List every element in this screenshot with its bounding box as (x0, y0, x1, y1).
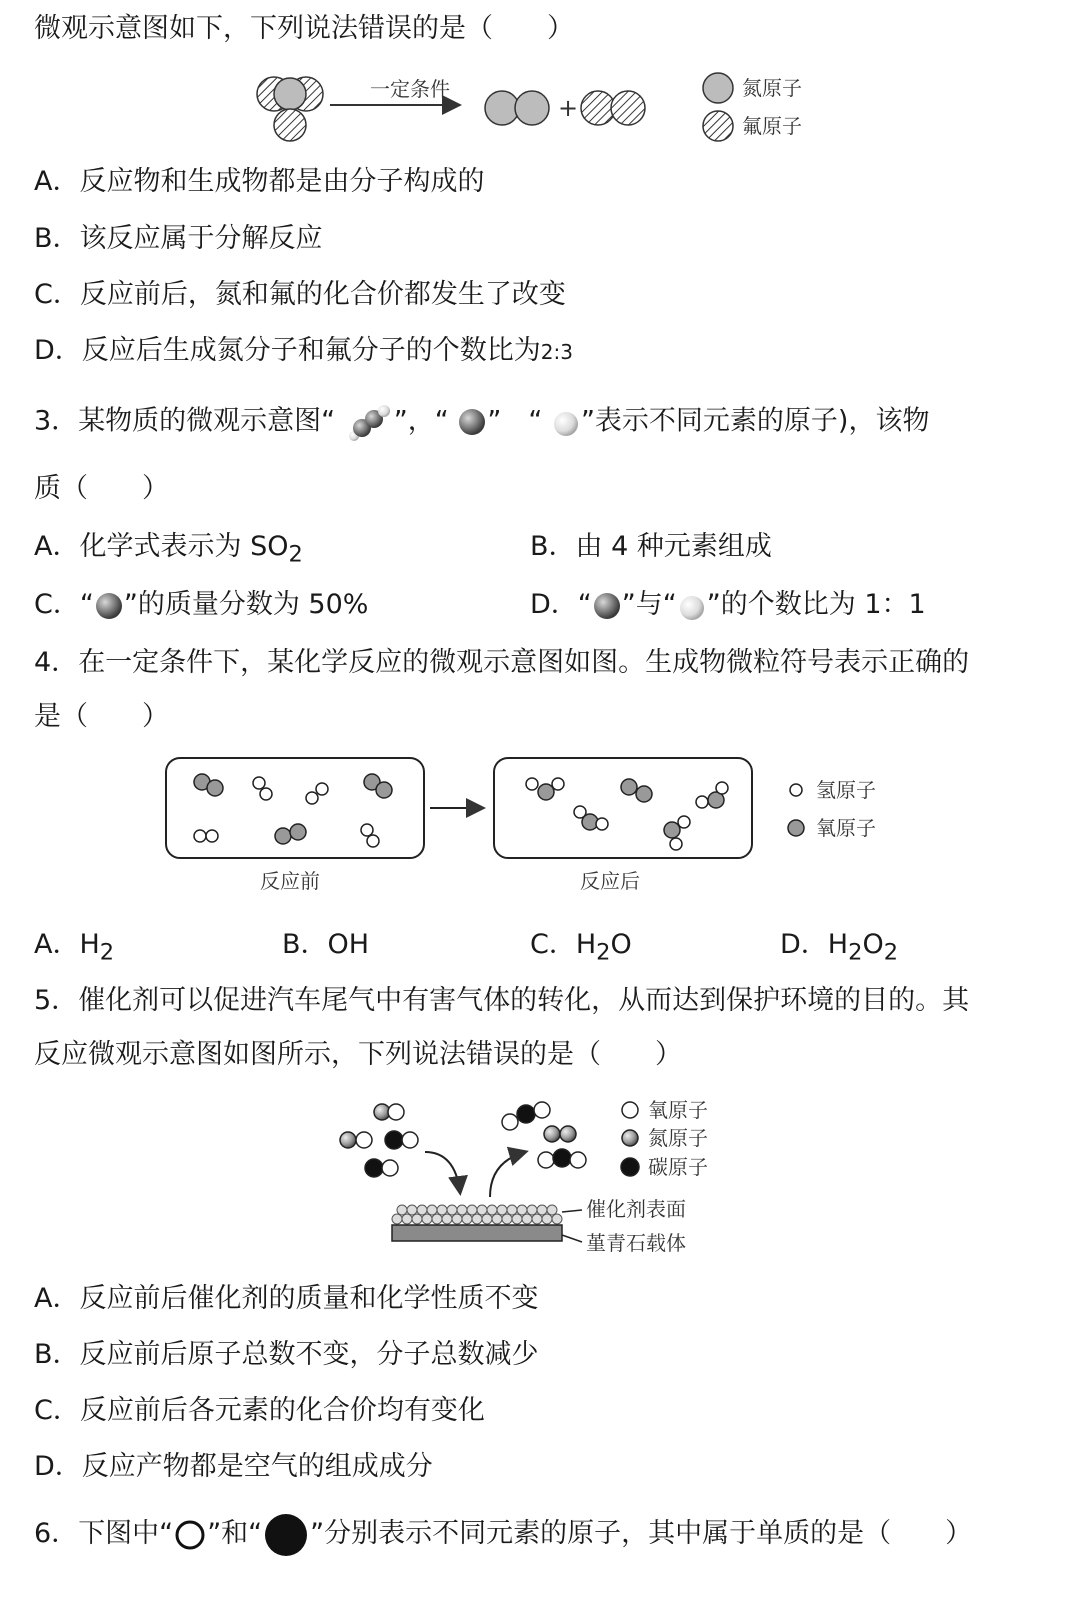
q4-option-d[interactable]: D．$H_2O_2$ (780, 929, 899, 966)
arrow-label: 一定条件 (370, 77, 450, 101)
support-block (392, 1225, 562, 1241)
surface-label: 催化剂表面 (586, 1197, 686, 1221)
catalyst-surface (392, 1205, 562, 1224)
product-n2 (485, 91, 549, 125)
q5-catalyst-figure (330, 1092, 750, 1262)
q5-option-b[interactable]: B．反应前后原子总数不变，分子总数减少 (34, 1339, 539, 1370)
q6-stem: 6．下图中“ ”和“ ”分别表示不同元素的原子，其中属于单质的是（ ） (34, 1512, 972, 1557)
q4-legend (788, 778, 876, 840)
q4-option-c[interactable]: C．$H_2O$ (530, 929, 632, 966)
legend-nitrogen: 氮原子 (742, 76, 802, 100)
q4-reaction-figure (160, 752, 920, 902)
q2-option-d[interactable]: D．反应后生成氮分子和氟分子的个数比为2:3 (34, 335, 573, 366)
legend-fluorine: 氟原子 (742, 114, 802, 138)
reactant-molecule (257, 77, 323, 141)
q2-reaction-figure (250, 70, 810, 150)
dark-atom-icon (457, 407, 487, 437)
white-atom-icon (173, 1518, 207, 1552)
legend-oxygen: 氧原子 (816, 816, 876, 840)
q3-option-c[interactable]: C．“ ”的质量分数为 50% (34, 589, 369, 620)
q3-option-d[interactable]: D．“ ”与“ ”的个数比为 1：1 (530, 589, 926, 620)
q2-option-b[interactable]: B．该反应属于分解反应 (34, 223, 323, 254)
light-atom-icon (551, 407, 581, 437)
q5-option-a[interactable]: A．反应前后催化剂的质量和化学性质不变 (34, 1283, 539, 1314)
q4-option-a[interactable]: A．$H_2$ (34, 929, 115, 966)
support-label: 堇青石载体 (586, 1231, 686, 1255)
desorb-arrow (490, 1152, 525, 1197)
after-label: 反应后 (580, 869, 640, 893)
before-label: 反应前 (260, 869, 320, 893)
q3-option-b[interactable]: B．由 4 种元素组成 (530, 531, 772, 562)
product-f2 (581, 91, 645, 125)
q5-option-c[interactable]: C．反应前后各元素的化合价均有变化 (34, 1395, 485, 1426)
q2-option-a[interactable]: A．反应物和生成物都是由分子构成的 (34, 166, 485, 197)
q5-option-d[interactable]: D．反应产物都是空气的组成成分 (34, 1451, 433, 1482)
before-box (166, 758, 424, 858)
q4-option-b[interactable]: B．OH (282, 929, 370, 960)
light-atom-icon (677, 591, 707, 621)
dark-atom-icon (94, 591, 124, 621)
ratio: 2:3 (540, 340, 573, 364)
q3-option-a[interactable]: A．化学式表示为 $SO_2$ (34, 531, 303, 568)
legend-carbon: 碳原子 (648, 1155, 708, 1179)
q5-stem-cont: 反应微观示意图如图所示，下列说法错误的是（ ） (34, 1039, 682, 1070)
q4-stem-cont: 是（ ） (34, 701, 169, 732)
q3-stem: 3．某物质的微观示意图“ ”，“ ” “ ”表示不同元素的原子)，该物 (34, 402, 929, 442)
plus-sign: + (558, 94, 579, 122)
legend-nitrogen: 氮原子 (648, 1126, 708, 1150)
q2-legend (703, 73, 802, 141)
q5-legend (621, 1098, 708, 1179)
q2-stem: 微观示意图如下，下列说法错误的是（ ） (34, 13, 574, 44)
q2-option-c[interactable]: C．反应前后，氮和氟的化合价都发生了改变 (34, 279, 566, 310)
q3-stem-cont: 质（ ） (34, 473, 169, 504)
legend-oxygen: 氧原子 (648, 1098, 708, 1122)
q4-stem: 4．在一定条件下，某化学反应的微观示意图如图。生成物微粒符号表示正确的 (34, 647, 970, 678)
q5-stem: 5．催化剂可以促进汽车尾气中有害气体的转化，从而达到保护环境的目的。其 (34, 985, 970, 1016)
adsorb-arrow (425, 1152, 460, 1192)
legend-hydrogen: 氢原子 (816, 778, 876, 802)
molecule-icon (344, 402, 394, 442)
dark-atom-icon (592, 591, 622, 621)
black-atom-icon (262, 1513, 310, 1557)
